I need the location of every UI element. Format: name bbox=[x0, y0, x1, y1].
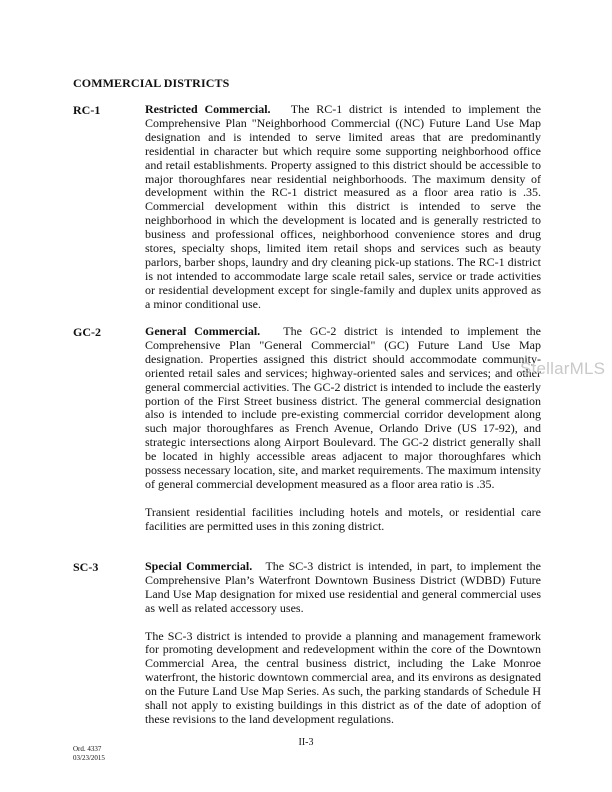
paragraph bbox=[145, 560, 541, 616]
paragraph bbox=[145, 325, 541, 492]
district-term: Special Commercial. bbox=[145, 559, 253, 573]
watermark: StellarMLS bbox=[520, 359, 606, 378]
paragraph-text: The SC-3 district is intended, in part, to implement the Comprehensive Plan’s Waterfront Downtown Business District (WDBD) Future Land Use Map designation for mixed use residential and general commercial uses as well as related accessory uses. bbox=[145, 559, 541, 615]
ordinance-number: Ord. 4337 bbox=[73, 745, 102, 753]
district-description bbox=[145, 560, 541, 727]
district-description bbox=[145, 103, 541, 312]
district-term: General Commercial. bbox=[145, 324, 261, 338]
district-code: RC-1 bbox=[73, 103, 101, 117]
page-number: II-3 bbox=[298, 737, 314, 748]
paragraph: Transient residential facilities including hotels and motels, or residential care facilities are permitted uses in this zoning district. bbox=[145, 504, 541, 533]
paragraph bbox=[145, 103, 541, 312]
section-heading: COMMERCIAL DISTRICTS bbox=[73, 76, 230, 90]
footer-ordinance-block bbox=[73, 745, 105, 763]
paragraph: The SC-3 district is intended to provide a planning and management framework for promoting development and redevelopment within the core of the Downtown Commercial Area, the central business district, including the Lake Monroe waterfront, the historic downtown commercial area, and its environs as designated on the Future Land Use Map Series. As such, the parking standards of Schedule H shall not apply to existing buildings in this district as of the date of adoption of these revisions to the land development regulations. bbox=[145, 628, 541, 726]
district-description bbox=[145, 325, 541, 534]
district-term: Restricted Commercial. bbox=[145, 102, 271, 116]
ordinance-date: 03/23/2015 bbox=[73, 754, 105, 762]
paragraph-text: The RC-1 district is intended to implement the Comprehensive Plan "Neighborhood Commercial ((NC) Future Land Use Map designation and is intended to serve limited areas that are predominantly residential in character but which require some supporting neighborhood office and retail establishments. Property assigned to this district should be accessible to major thoroughfares near residential neighborhoods. The maximum density of development within the RC-1 district measured as a floor area ratio is .35. Commercial development within this district is intended to serve the neighborhood in which the development is located and is generally restricted to business and professional offices, neighborhood convenience stores and drug stores, specialty shops, limited item retail shops and services such as beauty parlors, barber shops, laundry and dry cleaning pick-up stations. The RC-1 district is not intended to accommodate large scale retail sales, service or trade activities or residential development except for single-family and duplex units approved as a minor conditional use. bbox=[145, 102, 541, 311]
district-code: SC-3 bbox=[73, 560, 99, 574]
paragraph-text: The GC-2 district is intended to implement the Comprehensive Plan "General Commercial" (GC) Future Land Use Map designation. Properties assigned this district should accommodate community-oriented retail sales and services; highway-oriented sales and services; and other general commercial activities. The GC-2 district is intended to include the easterly portion of the First Street business district. The general commercial designation also is intended to include pre-existing commercial corridor development along such major thoroughfares as French Avenue, Orlando Drive (US 17-92), and strategic intersections along Airport Boulevard. The GC-2 district generally shall be located in highly accessible areas adjacent to major thoroughfares which possess necessary location, site, and market requirements. The maximum intensity of general commercial development measured as a floor area ratio is .35. bbox=[145, 324, 541, 491]
district-code: GC-2 bbox=[73, 325, 101, 339]
